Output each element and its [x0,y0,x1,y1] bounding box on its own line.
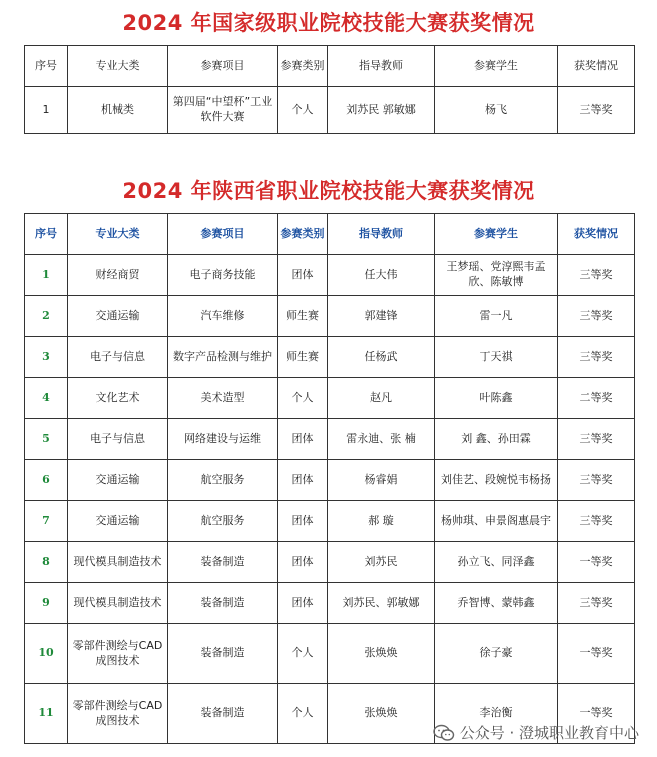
cell-event: 航空服务 [168,501,278,542]
cell-award: 一等奖 [558,684,635,744]
cell-index: 4 [25,378,68,419]
wechat-watermark [433,722,639,743]
header-teachers: 指导教师 [328,214,435,255]
cell-index: 11 [25,684,68,744]
cell-event: 航空服务 [168,460,278,501]
cell-index: 8 [25,542,68,583]
watermark-text: 公众号 · 澄城职业教育中心 [459,724,639,742]
cell-award: 三等奖 [558,501,635,542]
cell-index: 10 [25,624,68,684]
table-row [25,337,635,378]
table-row [25,296,635,337]
cell-category: 交通运输 [68,501,168,542]
cell-category: 现代模具制造技术 [68,542,168,583]
cell-event: 装备制造 [168,542,278,583]
table-row [25,87,635,134]
cell-teachers: 雷永迪、张 楠 [328,419,435,460]
cell-teachers: 郭建锋 [328,296,435,337]
header-type: 参赛类别 [278,214,328,255]
cell-index: 3 [25,337,68,378]
cell-teachers: 赵凡 [328,378,435,419]
cell-type: 团体 [278,255,328,296]
national-awards-table [24,45,635,134]
header-event: 参赛项目 [168,46,278,87]
cell-students: 乔智博、蒙韩鑫 [435,583,558,624]
cell-event: 第四届“中望杯”工业软件大赛 [168,87,278,134]
table-row [25,624,635,684]
cell-event: 网络建设与运维 [168,419,278,460]
cell-index: 1 [25,255,68,296]
cell-award: 二等奖 [558,378,635,419]
cell-category: 零部件测绘与CAD成图技术 [68,684,168,744]
cell-type: 团体 [278,419,328,460]
national-awards-title: 2024 年国家级职业院校技能大赛获奖情况 [122,11,535,35]
cell-event: 装备制造 [168,684,278,744]
table-row [25,419,635,460]
cell-teachers: 任大伟 [328,255,435,296]
cell-teachers: 张焕焕 [328,624,435,684]
cell-award: 三等奖 [558,583,635,624]
cell-students: 孙立飞、同泽鑫 [435,542,558,583]
header-category: 专业大类 [68,46,168,87]
header-award: 获奖情况 [558,46,635,87]
cell-index: 2 [25,296,68,337]
cell-award: 一等奖 [558,542,635,583]
header-type: 参赛类别 [278,46,328,87]
cell-category: 电子与信息 [68,337,168,378]
table-row [25,255,635,296]
cell-category: 交通运输 [68,460,168,501]
cell-category: 交通运输 [68,296,168,337]
header-award: 获奖情况 [558,214,635,255]
cell-students: 杨飞 [435,87,558,134]
cell-students: 徐子豪 [435,624,558,684]
cell-index: 5 [25,419,68,460]
cell-award: 三等奖 [558,255,635,296]
cell-index: 6 [25,460,68,501]
table-row [25,583,635,624]
cell-type: 团体 [278,542,328,583]
table-row [25,542,635,583]
cell-teachers: 张焕焕 [328,684,435,744]
header-students: 参赛学生 [435,46,558,87]
cell-category: 财经商贸 [68,255,168,296]
cell-award: 一等奖 [558,624,635,684]
cell-award: 三等奖 [558,460,635,501]
cell-type: 团体 [278,501,328,542]
table-row [25,501,635,542]
header-category: 专业大类 [68,214,168,255]
cell-award: 三等奖 [558,296,635,337]
cell-type: 师生赛 [278,296,328,337]
cell-event: 汽车维修 [168,296,278,337]
cell-event: 美术造型 [168,378,278,419]
cell-category: 零部件测绘与CAD成图技术 [68,624,168,684]
cell-event: 装备制造 [168,624,278,684]
cell-teachers: 杨睿娟 [328,460,435,501]
cell-students: 刘 鑫、孙田霖 [435,419,558,460]
cell-index: 9 [25,583,68,624]
header-event: 参赛项目 [168,214,278,255]
cell-students: 雷一凡 [435,296,558,337]
cell-type: 团体 [278,460,328,501]
cell-award: 三等奖 [558,419,635,460]
cell-students: 李治衡 [435,684,558,744]
provincial-awards-title: 2024 年陕西省职业院校技能大赛获奖情况 [122,179,535,203]
cell-type: 个人 [278,87,328,134]
cell-award: 三等奖 [558,87,635,134]
cell-type: 个人 [278,684,328,744]
cell-index: 7 [25,501,68,542]
header-index: 序号 [25,46,68,87]
cell-index: 1 [25,87,68,134]
cell-award: 三等奖 [558,337,635,378]
table-row [25,378,635,419]
cell-type: 团体 [278,583,328,624]
cell-teachers: 刘苏民、郭敏娜 [328,583,435,624]
table-header-row [25,46,635,87]
cell-students: 杨帅琪、申景阁惠晨宇 [435,501,558,542]
cell-category: 电子与信息 [68,419,168,460]
cell-type: 个人 [278,378,328,419]
header-students: 参赛学生 [435,214,558,255]
cell-teachers: 刘苏民 郭敏娜 [328,87,435,134]
header-index: 序号 [25,214,68,255]
cell-event: 数字产品检测与维护 [168,337,278,378]
cell-category: 机械类 [68,87,168,134]
cell-teachers: 郝 璇 [328,501,435,542]
table-header-row [25,214,635,255]
cell-type: 个人 [278,624,328,684]
wechat-icon [433,724,455,742]
cell-type: 师生赛 [278,337,328,378]
cell-teachers: 任杨武 [328,337,435,378]
cell-students: 王梦瑶、党淳熙韦孟欣、陈敏博 [435,255,558,296]
cell-category: 文化艺术 [68,378,168,419]
cell-teachers: 刘苏民 [328,542,435,583]
cell-category: 现代模具制造技术 [68,583,168,624]
cell-event: 电子商务技能 [168,255,278,296]
provincial-awards-table [24,213,635,744]
table-row [25,460,635,501]
cell-students: 丁天祺 [435,337,558,378]
cell-students: 刘佳艺、段婉悦韦杨扬 [435,460,558,501]
cell-event: 装备制造 [168,583,278,624]
header-teachers: 指导教师 [328,46,435,87]
cell-students: 叶陈鑫 [435,378,558,419]
